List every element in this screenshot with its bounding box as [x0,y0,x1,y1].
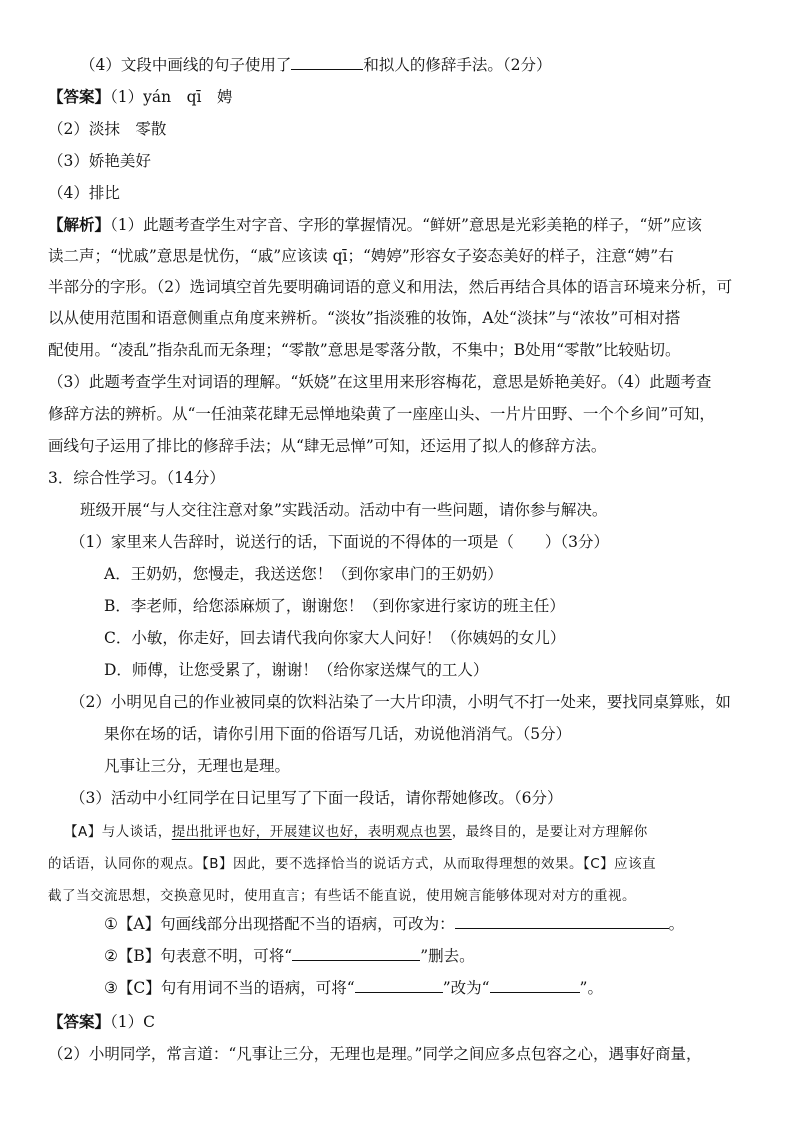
analysis-line-6: （3）此题考查学生对词语的理解。“妖娆”在这里用来形容梅花，意思是娇艳美好。（4）此题考查 [48,373,712,391]
fill-blank [291,55,363,70]
fix-text: ②【B】句表意不明，可将“ [104,947,293,965]
answer-tag: 【答案】 [48,87,111,106]
fix-item-2 [104,946,475,966]
sub-question-2-line-2: 果你在场的话，请你引用下面的俗语写几话，劝说他消消气。（5分） [104,725,572,743]
question-3-title: 3．综合性学习。（14分） [48,469,225,487]
question-text: （4）文段中画线的句子使用了 [80,56,292,74]
proverb: 凡事让三分，无理也是理。 [104,757,291,775]
diary-line-2: 的话语，认同你的观点。【B】因此，要不选择恰当的说话方式，从而取得理想的效果。【C】应该直 [48,856,657,872]
analysis-line-5: 配使用。“凌乱”指杂乱而无条理；“零散”意思是零落分散，不集中；B处用“零散”比较贴切。 [48,341,681,359]
fill-blank [355,978,443,993]
diary-text: 【A】与人谈话， [64,824,172,840]
sub-question-1: （1）家里来人告辞时，说送行的话，下面说的不得体的一项是（ ）（3分） [70,533,609,551]
diary-underlined-sentence: 提出批评也好，开展建议也好，表明观点也罢 [171,824,452,840]
fix-item-3 [104,978,603,998]
analysis-line-1 [48,215,702,235]
question-3-intro: 班级开展“与人交往注意对象”实践活动。活动中有一些问题，请你参与解决。 [80,501,608,519]
analysis-tag: 【解析】 [48,215,111,234]
fix-text-end: 。 [668,915,685,933]
analysis-line-2: 读二声；“忧戚”意思是忧伤，“戚”应该读 qī；“娉婷”形容女子姿态美好的样子，注意“娉”右 [48,247,674,265]
option-a: A．王奶奶，您慢走，我送送您！（到你家串门的王奶奶） [104,565,503,583]
diary-line-3: 截了当交流思想，交换意见时，使用直言；有些话不能直说，使用婉言能够体现对对方的重视。 [48,888,636,904]
sub-question-2-line-1: （2）小明见自己的作业被同桌的饮料沾染了一大片印渍，小明气不打一处来，要找同桌算账，如 [70,693,731,711]
answer-tag: 【答案】 [48,1012,111,1031]
fix-text: ③【C】句有用词不当的语病，可将“ [104,979,355,997]
question-4-line [80,55,552,75]
fix-text-mid: ”改为“ [442,979,490,997]
option-b: B．李老师，给您添麻烦了，谢谢您！（到你家进行家访的班主任） [104,597,565,615]
analysis-line-8: 画线句子运用了排比的修辞手法；从“肆无忌惮”可知，还运用了拟人的修辞方法。 [48,437,607,455]
answer-line-2: （2）淡抹 零散 [48,120,167,138]
fix-text: ①【A】句画线部分出现搭配不当的语病，可改为： [104,915,455,933]
answer-line-3: （3）娇艳美好 [48,152,151,170]
answer-line-1 [48,87,233,107]
diary-line-1 [64,822,648,842]
answer-text: （1）yán qī 娉 [110,88,233,106]
fix-text-end: ”删去。 [420,947,475,965]
answer2-line-1 [48,1012,155,1032]
answer2-line-2: （2）小明同学，常言道：“凡事让三分，无理也是理。”同学之间应多点包容之心，遇事好商量， [48,1045,702,1063]
option-d: D．师傅，让您受累了，谢谢！（给你家送煤气的工人） [104,661,489,679]
answer-line-4: （4）排比 [48,184,120,202]
fill-blank [490,978,580,993]
fill-blank [292,946,420,961]
diary-text-end: ，最终目的，是要让对方理解你 [451,824,648,840]
analysis-line-7: 修辞方法的辨析。从“一任油菜花肆无忌惮地染黄了一座座山头、一片片田野、一个个乡间”可知， [48,405,715,423]
fix-text-end: ”。 [579,979,603,997]
option-c: C．小敏，你走好，回去请代我向你家大人问好！（你姨妈的女儿） [104,629,566,647]
analysis-line-3: 半部分的字形。（2）选词填空首先要明确词语的意义和用法，然后再结合具体的语言环境来分析，可 [48,278,733,296]
analysis-text: （1）此题考查学生对字音、字形的掌握情况。“鲜妍”意思是光彩美艳的样子，“妍”应该 [110,216,702,234]
fill-blank [455,914,669,929]
question-text-end: 和拟人的修辞手法。（2分） [363,56,552,74]
analysis-line-4: 以从使用范围和语意侧重点角度来辨析。“淡妆”指淡雅的妆饰，A处“淡抹”与“浓妆”可相对搭 [48,309,681,327]
answer-text: （1）C [110,1013,155,1031]
sub-question-3: （3）活动中小红同学在日记里写了下面一段话，请你帮她修改。（6分） [70,789,563,807]
fix-item-1 [104,914,684,934]
